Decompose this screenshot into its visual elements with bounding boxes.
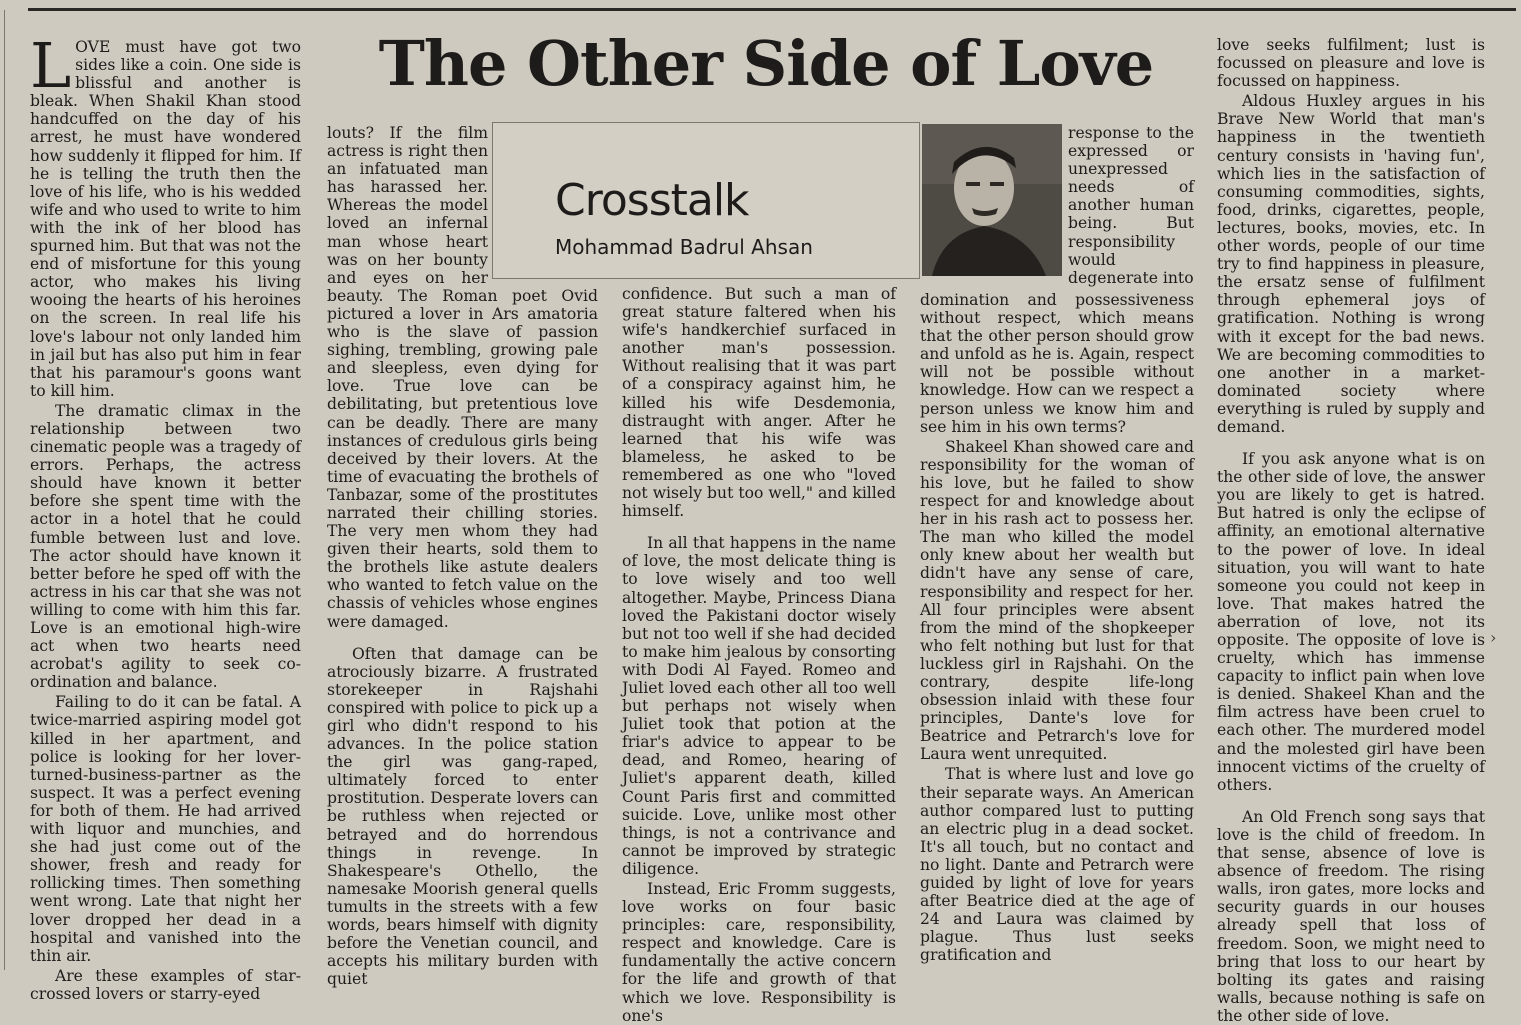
paragraph: Failing to do it can be fatal. A twice-married aspiring model got killed in her apartment, and police is looking for her lover-turned-business-partner as the suspect. It was a perfect evening for both of them. He had arrived with liquor and munchies, and she had just come out of the shower, fresh and ready for rollicking times. Then something went wrong. Late that night her lover dropped her dead in a hospital and vanished into the thin air. (30, 693, 301, 965)
author-portrait-image (922, 124, 1062, 276)
paragraph: confidence. But such a man of great stature faltered when his wife's handkerchief surfaced in another man's possession. Without realising that it was part of a conspiracy against him, he killed his wife Desdemonia, distraught with anger. After he learned that his wife was blameless, he asked to be remembered as one who "loved not wisely but too well," and killed himself. (622, 285, 896, 521)
article-column-5 (1217, 36, 1485, 1025)
paragraph: love seeks fulfilment; lust is focussed on pleasure and love is focussed on happiness. (1217, 36, 1485, 91)
author-photo (922, 124, 1062, 276)
top-rule (28, 8, 1516, 11)
paragraph: louts? If the film actress is right then an infatuated man has harassed her. Whereas the model loved an infernal man whose heart was on her bounty and eyes on her beauty. The Roman poet Ovid pictured a lover in Ars amatoria who is the slave of passion sighing, trembling, growing pale and sleepless, even dying for love. True love can be debilitating, but pretentious love can be deadly. There are many instances of credulous girls being deceived by their lovers. At the time of evacuating the brothels of Tanbazar, some of the prostitutes narrated their chilling stories. The very men whom they had given their hearts, sold them to the brothels like astute dealers who wanted to fetch value on the chassis of vehicles whose engines were damaged. (327, 124, 598, 631)
paragraph: The dramatic climax in the relationship between two cinematic people was a tragedy of errors. Perhaps, the actress should have known it better before she spent time with the actor in a hotel that he could fumble between lust and love. The actor should have known it better before he sped off with the actress in his car that she was not willing to come with him this far. Love is an emotional high-wire act when two hearts need acrobat's agility to seek co-ordination and balance. (30, 401, 301, 692)
article-column-3 (622, 285, 896, 1025)
paragraph: That is where lust and love go their separate ways. An American author compared lust to putting an electric plug in a dead socket. It's all touch, but no contact and no light. Dante and Petrarch were guided by light of love for years after Beatrice died at the age of 24 and Laura was claimed by plague. Thus lust seeks gratification and (920, 765, 1194, 965)
paragraph: An Old French song says that love is the child of freedom. In that sense, absence of love is absence of freedom. The rising walls, iron gates, more locks and security guards in our houses already spell that loss of freedom. Soon, we might need to bring that loss to our heart by bolting its gates and raising walls, because nothing is safe on the other side of love. (1217, 807, 1485, 1025)
paragraph-text: OVE must have got two sides like a coin. One side is blissful and another is bleak. When Shakil Khan stood handcuffed on the day of his arrest, he must have wondered how suddenly it flipped for him. If he is telling the truth then the love of his life, who is his wedded wife and who used to write to him with the ink of her blood has spurned him. But that was not the end of misfortune for this young actor, who makes his living wooing the hearts of his heroines on the screen. In real life his love's labour not only landed him in jail but has also put him in fear that his paramour's goons want to kill him. (30, 38, 301, 400)
box-wrap-spacer (488, 124, 598, 276)
paragraph: In all that happens in the name of love, the most delicate thing is to love wisely and too well altogether. Maybe, Princess Diana loved the Pakistani doctor wisely but not too well if she had decided to make him jealous by consorting with Dodi Al Fayed. Romeo and Juliet loved each other all too well but perhaps not wisely when Juliet took that potion at the friar's advice to appear to be dead, and Romeo, hearing of Juliet's apparent death, killed Count Paris first and committed suicide. Love, unlike most other things, is not a contrivance and cannot be improved by strategic diligence. (622, 534, 896, 878)
paragraph (30, 29, 301, 400)
left-margin-rule (4, 10, 5, 970)
drop-cap: L (30, 29, 72, 102)
headline: The Other Side of Love (378, 27, 1154, 100)
article-column-4 (920, 291, 1194, 964)
article-column-2 (327, 124, 598, 988)
paragraph: Aldous Huxley argues in his Brave New World that man's happiness in the twentieth century consists in 'having fun', which lies in the satisfaction of consuming commodities, sights, food, drinks, cigarettes, people, lectures, books, movies, etc. In other words, people of our time try to find happiness in pleasure, the ersatz sense of fulfilment through ephemeral joys of gratification. Nothing is wrong with it except for the bad news. We are becoming commodities to one another in a market-dominated society where everything is ruled by supply and demand. (1217, 92, 1485, 436)
article-column-1 (30, 29, 301, 1003)
paragraph: If you ask anyone what is on the other side of love, the answer you are likely to get is hatred. But hatred is only the eclipse of affinity, an emotional alternative to the power of love. In ideal situation, you will want to hate someone you could not keep in love. That makes hatred the aberration of love, not its opposite. The opposite of love is cruelty, which has immense capacity to inflict pain when love is denied. Shakeel Khan and the film actress have been cruel to each other. The murdered model and the molested girl have been innocent victims of the cruelty of others. (1217, 450, 1485, 794)
column-title: Crosstalk (555, 175, 749, 226)
paragraph: Are these examples of star-crossed lovers or starry-eyed (30, 966, 301, 1003)
paragraph: Instead, Eric Fromm suggests, love works on four basic principles: care, responsibility, respect and knowledge. Care is fundamentally the active concern for the life and growth of that which we love. Responsibility is one's (622, 880, 896, 1025)
paragraph: Shakeel Khan showed care and responsibility for the woman of his love, but he failed to show respect for and knowledge about her in his rash act to possess her. The man who killed the model only knew about her wealth but didn't have any sense of care, responsibility and respect for her. All four principles were absent from the mind of the shopkeeper who felt nothing but lust for that luckless girl in Rajshahi. On the contrary, despite life-long obsession inlaid with these four principles, Dante's love for Beatrice and Petrarch's love for Laura went unrequited. (920, 437, 1194, 764)
column-author: Mohammad Badrul Ahsan (555, 235, 813, 259)
article-column-4-top (1068, 124, 1194, 287)
paragraph: Often that damage can be atrociously bizarre. A frustrated storekeeper in Rajshahi conspired with police to pick up a girl who didn't respond to his advances. In the police station the girl was gang-raped, ultimately forced to enter prostitution. Desperate lovers can be ruthless when rejected or betrayed and do horrendous things in revenge. In Shakespeare's Othello, the namesake Moorish general quells tumults in the streets with a few words, bears himself with dignity before the Venetian council, and accepts his military burden with quiet (327, 644, 598, 989)
paragraph: domination and possessiveness without respect, which means that the other person should grow and unfold as he is. Again, respect will not be possible without knowledge. How can we respect a person unless we know him and see him in his own terms? (920, 291, 1194, 436)
page-edge-mark-icon: › (1490, 628, 1497, 647)
paragraph: response to the expressed or unexpressed needs of another human being. But responsibility would degenerate into (1068, 124, 1194, 287)
